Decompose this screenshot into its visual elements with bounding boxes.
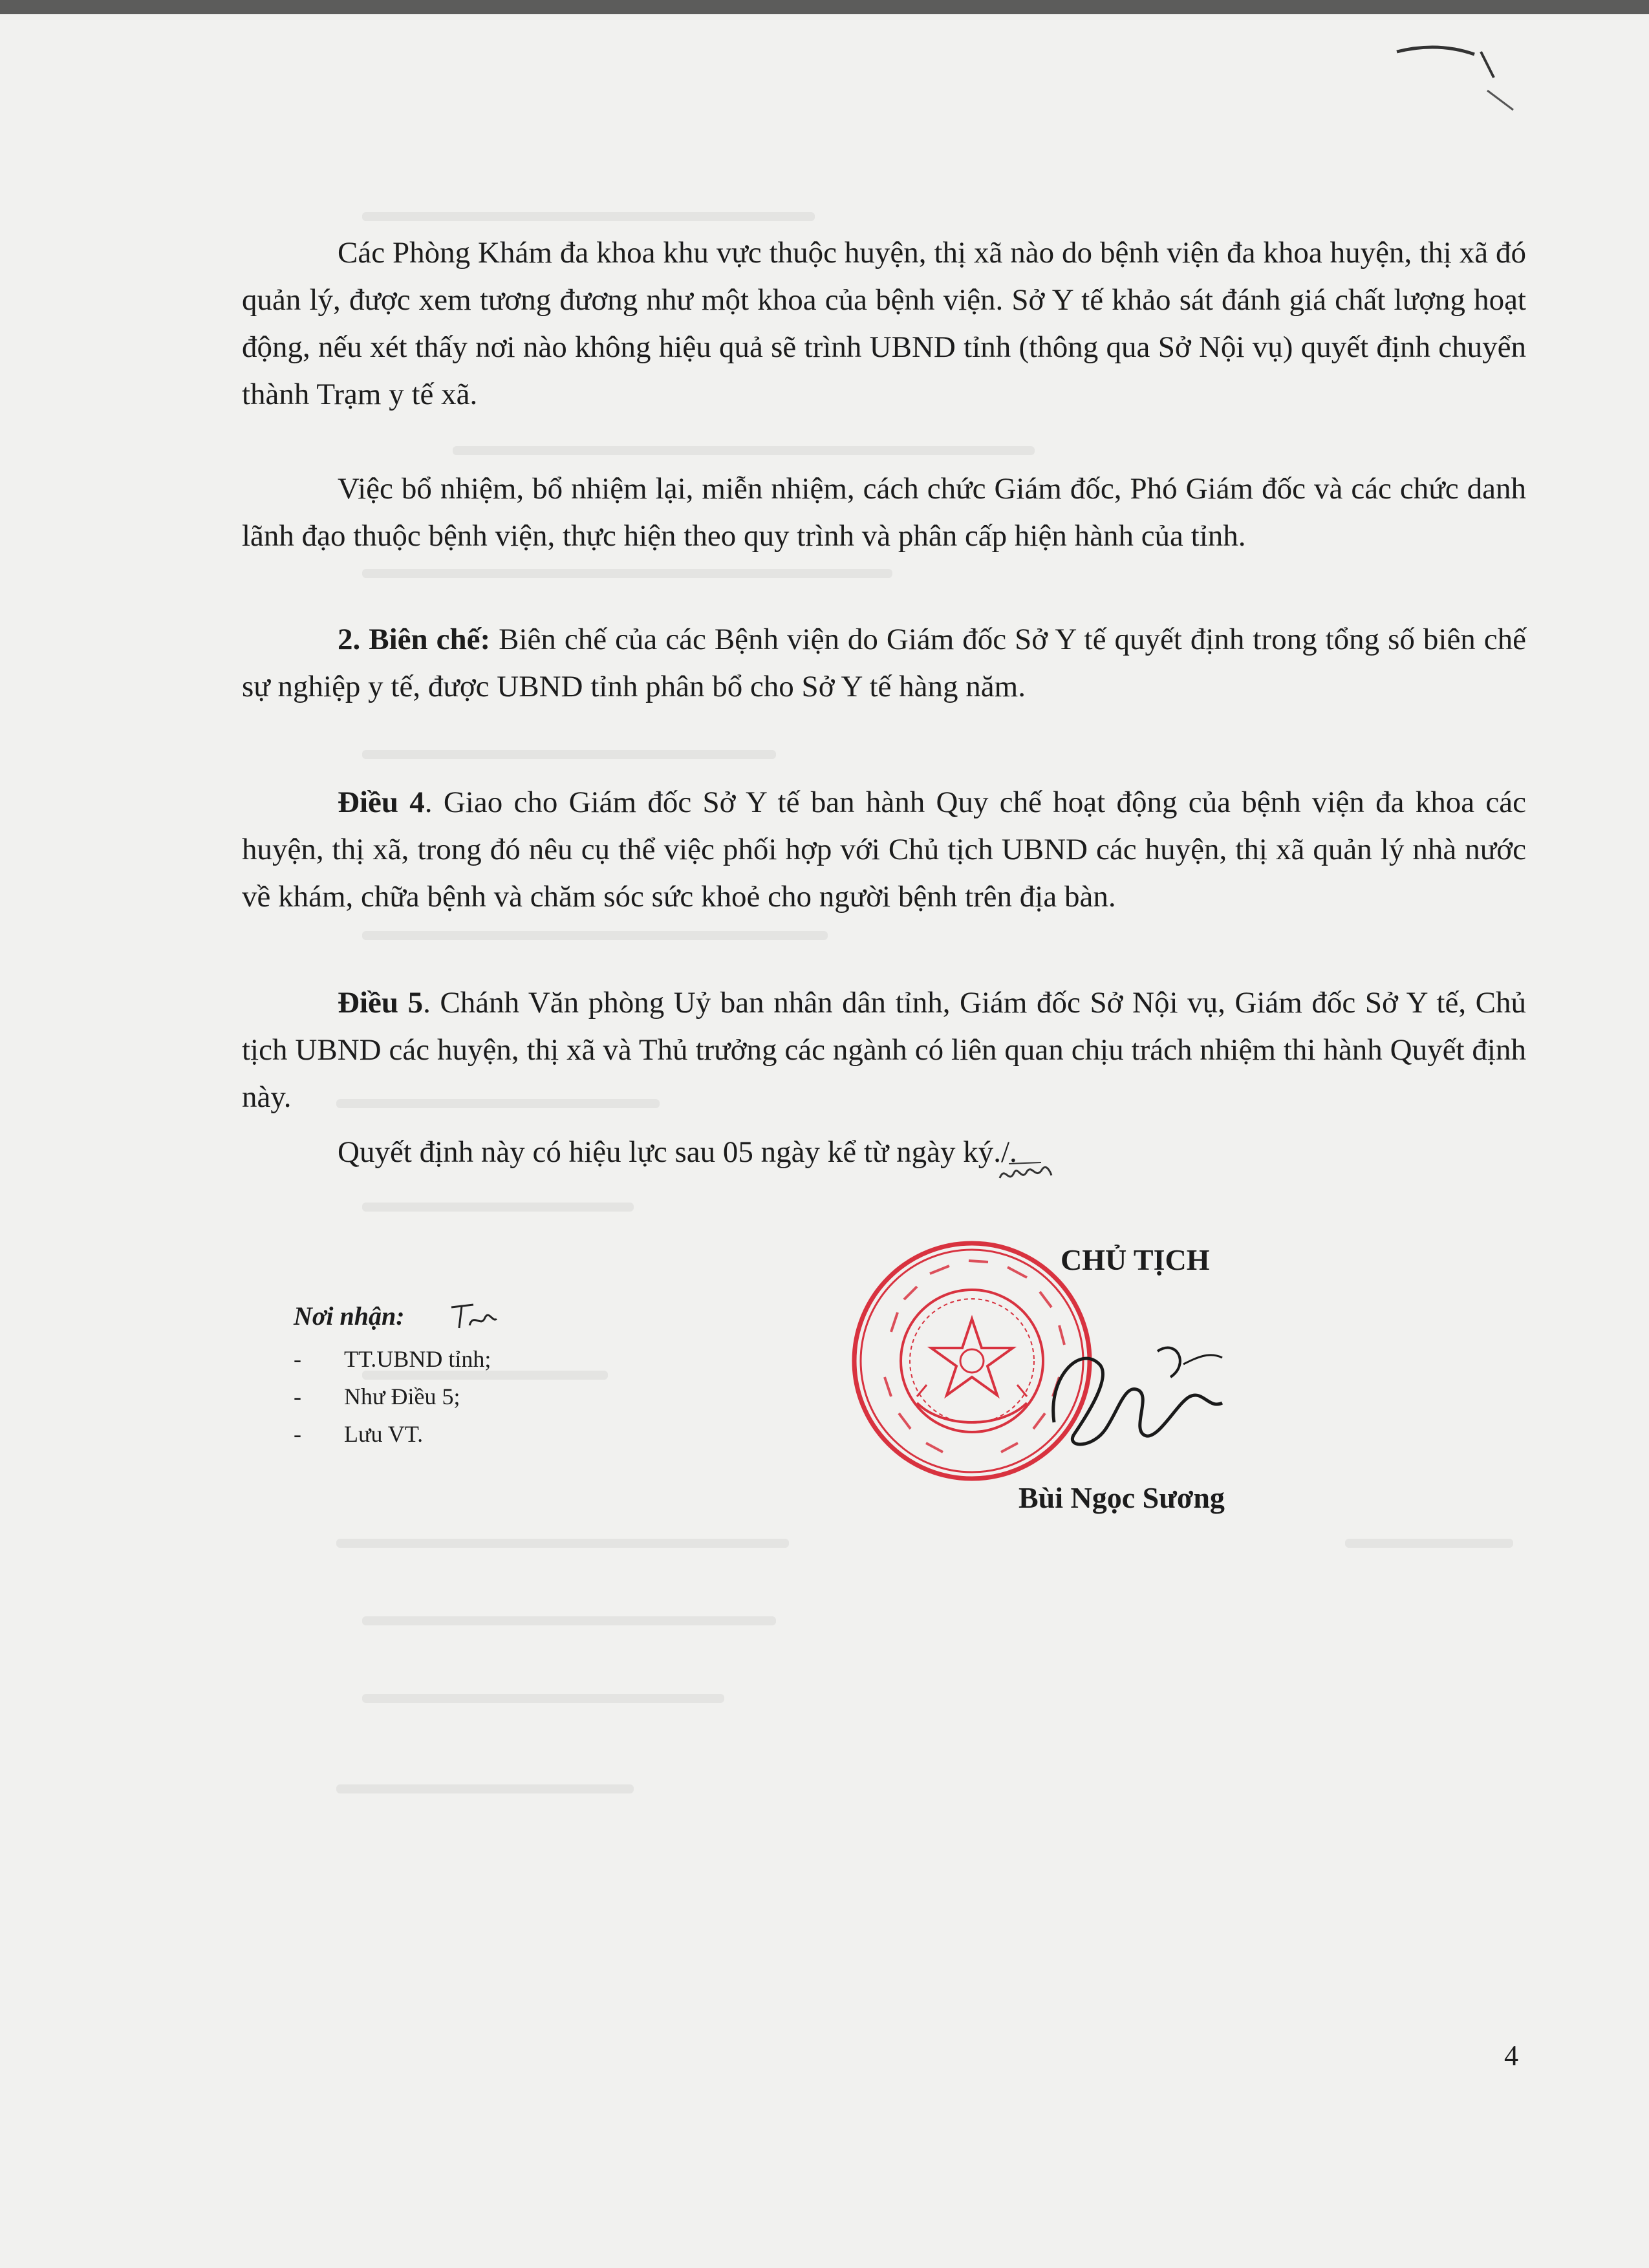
handwritten-signature — [1028, 1325, 1235, 1468]
recipients-heading: Nơi nhận: — [294, 1301, 405, 1331]
recipients-block — [294, 1301, 746, 1453]
recipient-item-label: Lưu VT. — [344, 1421, 424, 1447]
paragraph-clinics-text: Các Phòng Khám đa khoa khu vực thuộc huyện, thị xã nào do bệnh viện đa khoa huyện, thị xã đó quản lý, được xem tương đương như một khoa của bệnh viện. Sở Y tế khảo sát đánh giá chất lượng hoạt động, nếu xét thấy nơi nào không hiệu quả sẽ trình UBND tỉnh (thông qua Sở Nội vụ) quyết định chuyển thành Trạm y tế xã. — [242, 236, 1526, 411]
pen-mark-corner — [1384, 32, 1526, 136]
paragraph-clinics — [242, 230, 1526, 418]
staffing-body: Biên chế của các Bệnh viện do Giám đốc Sở Y tế quyết định trong tổng số biên chế sự nghiệp y tế, được UBND tỉnh phân bổ cho Sở Y tế hàng năm. — [242, 623, 1527, 703]
article-5-body: . Chánh Văn phòng Uỷ ban nhân dân tỉnh, Giám đốc Sở Nội vụ, Giám đốc Sở Y tế, Chủ tịch UBND các huyện, thị xã và Thủ trưởng các ngành có liên quan chịu trách nhiệm thi hành Quyết định này. — [242, 986, 1526, 1114]
paragraph-effective-date — [242, 1129, 1526, 1176]
scan-top-edge — [0, 0, 1649, 14]
article-4-body: . Giao cho Giám đốc Sở Y tế ban hành Quy chế hoạt động của bệnh viện đa khoa các huyện, thị xã, trong đó nêu cụ thể việc phối hợp với Chủ tịch UBND các huyện, thị xã quản lý nhà nước về khám, chữa bệnh và chăm sóc sức khoẻ cho người bệnh trên địa bàn. — [242, 786, 1527, 914]
article-4-heading: Điều 4 — [338, 786, 425, 819]
recipient-item-label: TT.UBND tỉnh; — [344, 1346, 491, 1372]
signer-name: Bùi Ngọc Sương — [1018, 1481, 1225, 1514]
paragraph-appointments-text: Việc bổ nhiệm, bổ nhiệm lại, miễn nhiệm, cách chức Giám đốc, Phó Giám đốc và các chức danh lãnh đạo thuộc bệnh viện, thực hiện theo quy trình và phân cấp hiện hành của tỉnh. — [242, 472, 1526, 553]
article-5-text — [242, 979, 1526, 1121]
paragraph-appointments — [242, 465, 1526, 560]
recipient-item-label: Như Điều 5; — [344, 1384, 460, 1409]
paragraph-article-4 — [242, 779, 1526, 921]
paragraph-staffing — [242, 616, 1526, 711]
article-4-text — [242, 779, 1526, 921]
paragraph-article-5 — [242, 979, 1526, 1121]
paragraph-staffing-text — [242, 616, 1526, 711]
effective-date-text: Quyết định này có hiệu lực sau 05 ngày kể từ ngày ký./. — [338, 1135, 1017, 1169]
recipient-item: - Lưu VT. — [294, 1415, 746, 1453]
recipient-initials — [447, 1300, 499, 1332]
article-5-heading: Điều 5 — [338, 986, 424, 1020]
staffing-heading: 2. Biên chế: — [338, 623, 491, 656]
recipient-item: - TT.UBND tỉnh; — [294, 1340, 746, 1378]
signer-title: CHỦ TỊCH — [1061, 1243, 1210, 1276]
page-number: 4 — [1504, 2040, 1518, 2071]
handwritten-initials — [996, 1159, 1054, 1191]
recipient-item: - Như Điều 5; — [294, 1378, 746, 1415]
